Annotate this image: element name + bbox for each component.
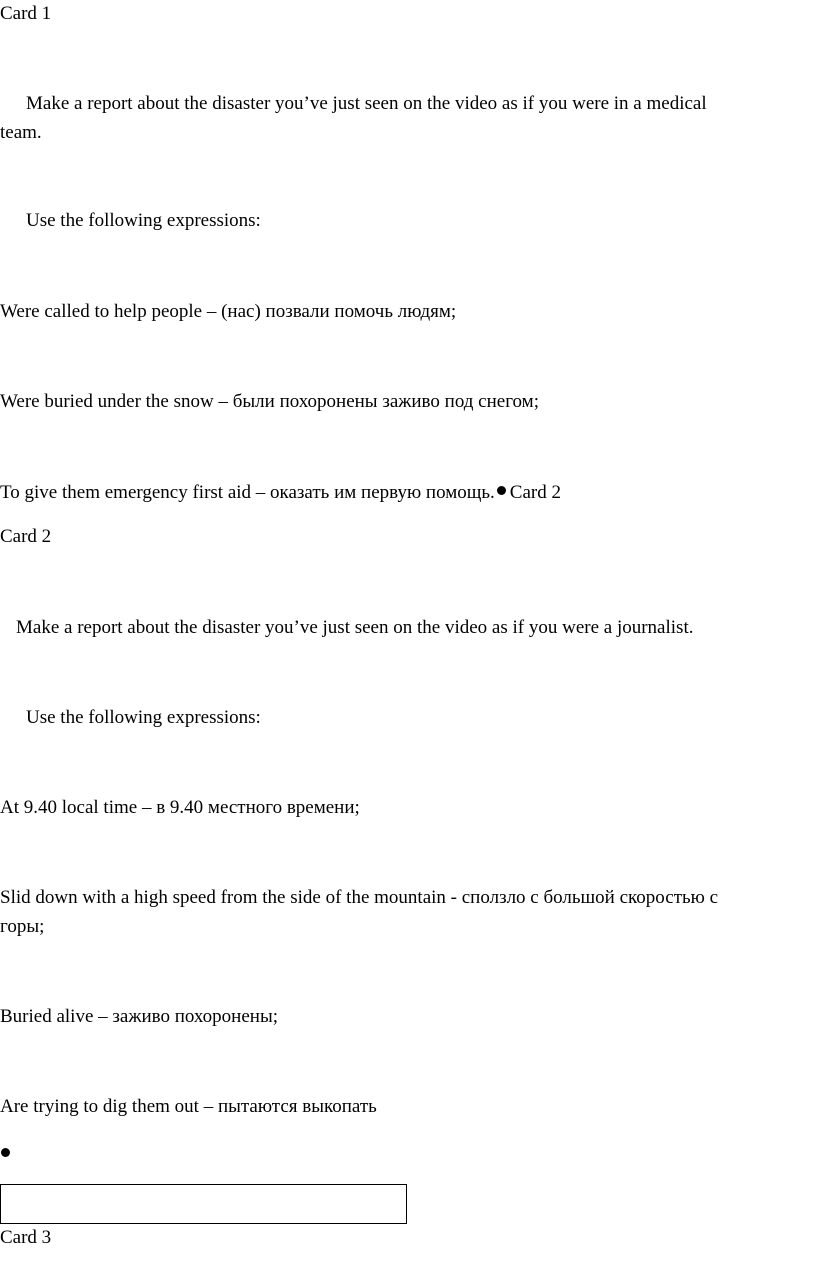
card-2-link[interactable]: Card 2 — [509, 482, 561, 503]
card-1-use-expressions: Use the following expressions: — [26, 210, 261, 231]
card-3-title: Card 3 — [0, 1227, 52, 1248]
card-2-task: Make a report about the disaster you’ve just seen on the video as if you were a journalist. — [16, 617, 694, 638]
card-1-expression-2: Were buried under the snow – были похоронены заживо под снегом; — [0, 391, 539, 412]
card-2-title: Card 2 — [0, 526, 52, 547]
card-2-expression-4: Are trying to dig them out – пытаются выкопать — [0, 1096, 377, 1117]
bullet-icon — [497, 486, 506, 495]
card-1-title: Card 1 — [0, 3, 52, 24]
card-2-use-expressions: Use the following expressions: — [26, 707, 261, 728]
card-2-expression-2: Slid down with a high speed from the side of the mountain - сползло с большой скоростью с — [0, 887, 719, 908]
card-1-expression-1: Were called to help people – (нас) позвали помочь людям; — [0, 301, 457, 322]
card-1-expression-3-row — [0, 481, 561, 505]
card-2-expression-3: Buried alive – заживо похоронены; — [0, 1006, 278, 1027]
card-1-task-line-2: team. — [0, 122, 42, 143]
card-1-task-line-1: Make a report about the disaster you’ve just seen on the video as if you were in a medical — [26, 93, 707, 114]
card-2-expression-1: At 9.40 local time – в 9.40 местного времени; — [0, 797, 360, 818]
card-1-expression-3: To give them emergency first aid – оказать им первую помощь. — [0, 482, 495, 503]
bullet-icon — [1, 1148, 10, 1157]
card-2-expression-2-continued: горы; — [0, 916, 45, 937]
empty-text-box — [0, 1184, 407, 1224]
